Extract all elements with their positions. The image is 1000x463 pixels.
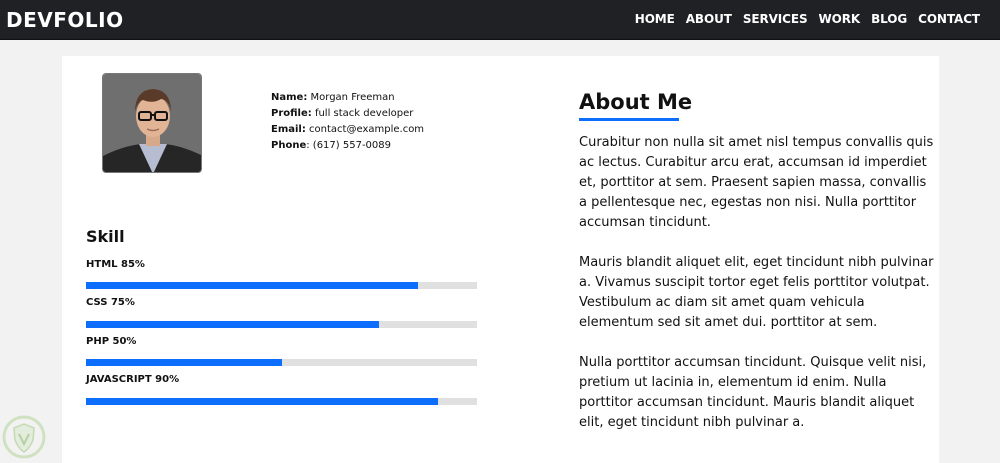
- nav-link-home[interactable]: HOME: [634, 12, 675, 26]
- skill-bar-fill: [86, 398, 438, 405]
- skill-javascript: [86, 374, 477, 385]
- skill-label: JAVASCRIPT 90%: [86, 374, 180, 385]
- about-card: [62, 56, 939, 463]
- info-phone: Phone: (617) 557-0089: [271, 140, 392, 151]
- nav-link-contact[interactable]: CONTACT: [918, 12, 980, 26]
- navbar: [0, 0, 1000, 40]
- title-underline: [579, 118, 679, 121]
- nav-menu: [635, 12, 980, 26]
- about-title: About Me: [579, 90, 693, 114]
- about-paragraph: Nulla porttitor accumsan tincidunt. Quisque velit nisi, pretium ut lacinia in, elementum id enim. Nulla porttitor accumsan tincidunt. Mauris blandit aliquet elit, eget tincidunt nibh pulvinar a.: [579, 355, 927, 430]
- nav-link-blog[interactable]: BLOG: [871, 12, 908, 26]
- profile-photo: [102, 73, 202, 173]
- skill-bar-fill: [86, 359, 282, 366]
- skill-label: HTML 85%: [86, 259, 145, 270]
- about-paragraph: Curabitur non nulla sit amet nisl tempus convallis quis ac lectus. Curabitur arcu erat, accumsan id imperdiet et, porttitor at sem. Praesent sapien massa, convallis a pellentesque nec, egestas non nisi. Nulla porttitor accumsan tincidunt.: [579, 135, 934, 230]
- skill-bar: [86, 398, 477, 405]
- nav-link-about[interactable]: ABOUT: [685, 12, 732, 26]
- nav-link-services[interactable]: SERVICES: [742, 12, 808, 26]
- nav-link-work[interactable]: WORK: [818, 12, 861, 26]
- about-paragraph: Mauris blandit aliquet elit, eget tincidunt nibh pulvinar a. Vivamus suscipit tortor eget felis porttitor volutpat. Vestibulum ac diam sit amet quam vehicula elementum sed sit amet dui. porttitor at sem.: [579, 255, 934, 330]
- info-profile: Profile: full stack developer: [271, 108, 414, 119]
- skill-php: [86, 336, 477, 347]
- shield-icon: [2, 414, 46, 460]
- skill-label: CSS 75%: [86, 297, 135, 308]
- skill-title: Skill: [86, 227, 125, 246]
- skill-bar: [86, 359, 477, 366]
- skill-bar: [86, 282, 477, 289]
- info-email: Email: contact@example.com: [271, 124, 425, 135]
- brand-logo[interactable]: DEVFOLIO: [6, 8, 124, 32]
- skill-css: [86, 297, 477, 308]
- skill-label: PHP 50%: [86, 336, 137, 347]
- skill-bar-fill: [86, 282, 418, 289]
- skill-bar: [86, 321, 477, 328]
- about-text: [579, 133, 937, 453]
- skill-html: [86, 259, 477, 270]
- info-name: Name: Morgan Freeman: [271, 92, 395, 103]
- skill-bar-fill: [86, 321, 379, 328]
- contact-info: [271, 90, 424, 154]
